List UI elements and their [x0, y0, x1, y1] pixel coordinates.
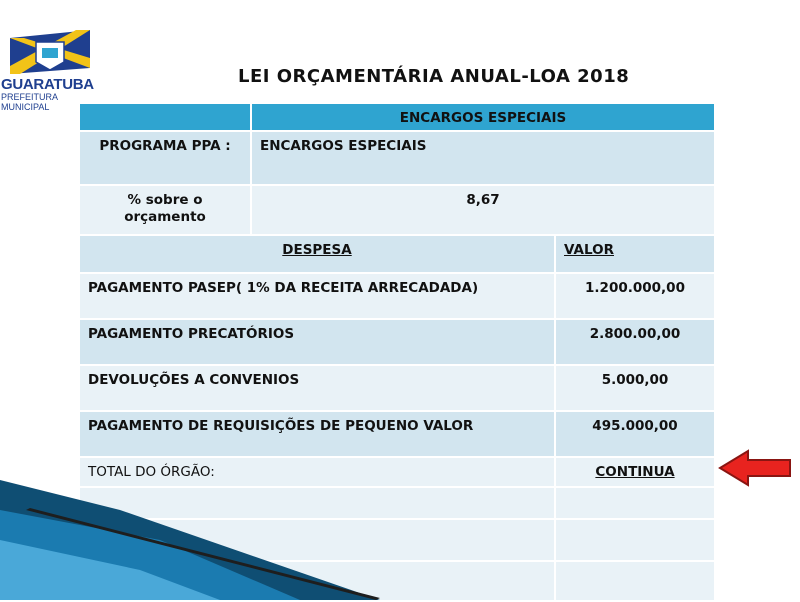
despesa-column-header: DESPESA — [80, 236, 556, 274]
program-header-row — [80, 104, 716, 132]
municipal-logo — [0, 28, 96, 112]
total-value: CONTINUA — [556, 458, 716, 488]
despesa-cell: PAGAMENTO PASEP( 1% DA RECEITA ARRECADADA) — [80, 274, 556, 320]
empty-cell — [556, 520, 716, 562]
program-title-cell: ENCARGOS ESPECIAIS — [252, 104, 716, 132]
valor-cell: 2.800.00,00 — [556, 320, 716, 366]
program-value: ENCARGOS ESPECIAIS — [252, 132, 716, 186]
flag-emblem-icon — [6, 28, 94, 78]
budget-share-label-line2: orçamento — [124, 209, 206, 225]
despesa-cell: PAGAMENTO PRECATÓRIOS — [80, 320, 556, 366]
empty-cell — [556, 562, 716, 602]
table-row — [80, 274, 716, 320]
column-header-row — [80, 236, 716, 274]
logo-subtitle: PREFEITURA MUNICIPAL — [1, 92, 58, 112]
budget-share-row — [80, 186, 716, 236]
table-row — [80, 320, 716, 366]
left-arrow-icon — [718, 448, 792, 488]
program-label: PROGRAMA PPA : — [80, 132, 252, 186]
empty-cell — [556, 488, 716, 520]
program-row — [80, 132, 716, 186]
page-title: LEI ORÇAMENTÁRIA ANUAL-LOA 2018 — [238, 66, 630, 87]
logo-name: GUARATUBA — [1, 76, 94, 93]
table-row — [80, 412, 716, 458]
valor-column-header: VALOR — [556, 236, 716, 274]
budget-share-label — [80, 186, 252, 236]
total-label: TOTAL DO ÓRGÃO: — [80, 458, 556, 488]
valor-cell: 1.200.000,00 — [556, 274, 716, 320]
valor-cell: 495.000,00 — [556, 412, 716, 458]
table-row — [80, 366, 716, 412]
budget-share-label-line1: % sobre o — [127, 192, 203, 208]
budget-share-value: 8,67 — [252, 186, 716, 236]
corner-swoosh-decoration — [0, 480, 380, 600]
despesa-cell: DEVOLUÇÕES A CONVENIOS — [80, 366, 556, 412]
header-empty-cell — [80, 104, 252, 132]
despesa-cell: PAGAMENTO DE REQUISIÇÕES DE PEQUENO VALOR — [80, 412, 556, 458]
valor-cell: 5.000,00 — [556, 366, 716, 412]
